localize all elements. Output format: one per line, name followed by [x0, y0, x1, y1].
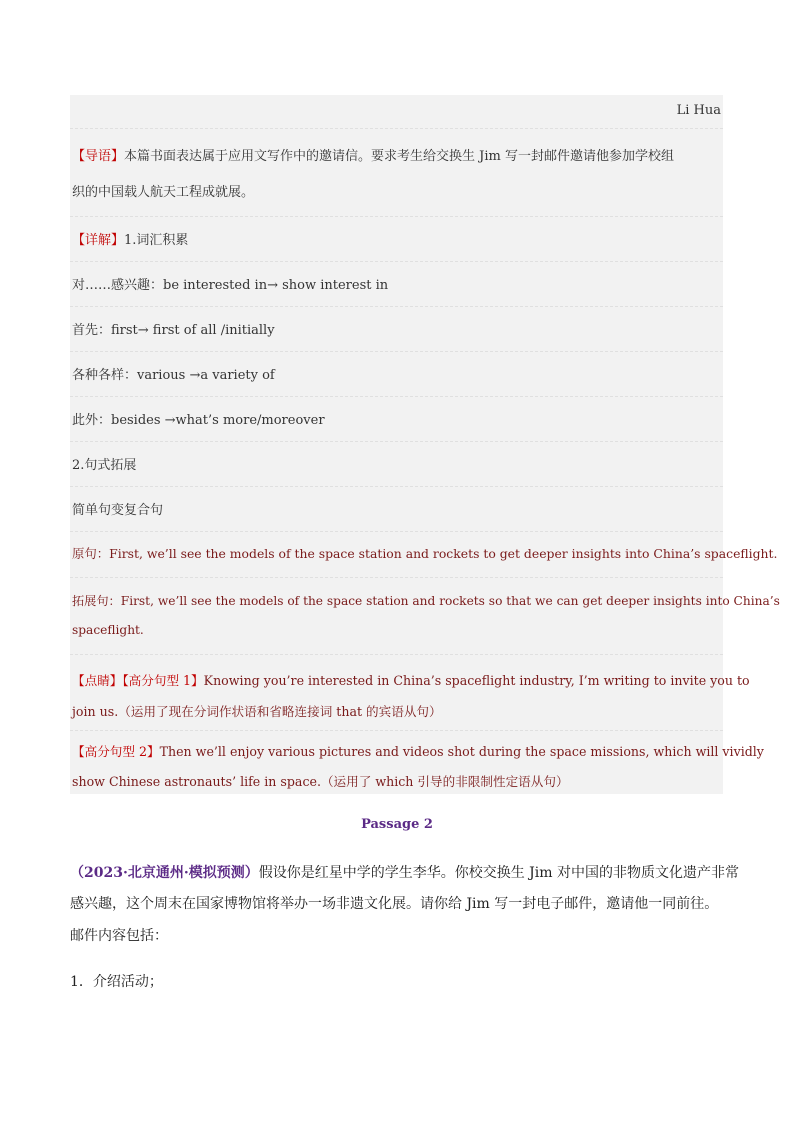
- prompt-item-1: 1．介绍活动；: [70, 974, 163, 990]
- prompt-line-2: 感兴趣，这个周末在国家博物馆将举办一场非遗文化展。请你给 Jim 写一封电子邮件，邀请他一同前往。: [70, 896, 719, 912]
- vocab-item: 各种各样：various →a variety of: [72, 368, 275, 383]
- expanded-sentence-line-1: 拓展句：First, we’ll see the models of the space station and rockets so that we can get deeper insights into China’s: [72, 594, 780, 608]
- sentence-sub-row: [70, 487, 723, 532]
- intro-label: 【导语】: [72, 149, 125, 164]
- expanded-sentence-line-2: spaceflight.: [72, 623, 144, 637]
- sentence-sub: 简单句变复合句: [72, 503, 164, 518]
- intro-row: [70, 129, 723, 217]
- vocab-row: [70, 397, 723, 442]
- prompt-line-3: 邮件内容包括：: [70, 928, 168, 944]
- vocab-row: [70, 352, 723, 397]
- intro-line-1: 【导语】本篇书面表达属于应用文写作中的邀请信。要求考生给交换生 Jim 写一封邮件邀请他参加学校组: [72, 149, 674, 164]
- original-row: [70, 532, 778, 578]
- hp2-line-2: show Chinese astronauts’ life in space.（运用了 which 引导的非限制性定语从句）: [72, 774, 569, 789]
- answer-section: [70, 95, 780, 794]
- hp2-line-1: 【高分句型 2】Then we’ll enjoy various pictures and videos shot during the space missions, which will vividly: [72, 744, 764, 759]
- point-row: [70, 655, 750, 731]
- sentence-heading: 2.句式拓展: [72, 458, 137, 473]
- passage-title: Passage 2: [361, 817, 433, 832]
- point-line-1: 【点睛】【高分句型 1】Knowing you’re interested in China’s spaceflight industry, I’m writing to invite you to: [72, 673, 750, 688]
- detail-heading: 1.词汇积累: [124, 233, 189, 248]
- original-sentence: 原句：First, we’ll see the models of the space station and rockets to get deeper insights into China’s spaceflight.: [72, 546, 778, 561]
- vocab-item: 此外：besides →what’s more/moreover: [72, 413, 325, 428]
- point-line-2: join us.（运用了现在分词作状语和省略连接词 that 的宾语从句）: [72, 704, 442, 719]
- intro-line-2: 织的中国载人航天工程成就展。: [72, 185, 255, 200]
- prompt-source: （2023·北京通州·模拟预测）: [70, 865, 259, 881]
- vocab-item: 首先：first→ first of all /initially: [72, 323, 275, 338]
- vocab-row: [70, 262, 723, 307]
- detail-row: [70, 217, 723, 262]
- hp2-label: 【高分句型 2】: [72, 744, 160, 759]
- expanded-row: [70, 578, 780, 655]
- hp2-row: [70, 731, 764, 794]
- signature-row: [70, 95, 723, 129]
- detail-label: 【详解】: [72, 233, 125, 248]
- point-label: 【点睛】: [72, 673, 123, 688]
- vocab-item: 对……感兴趣：be interested in→ show interest in: [72, 278, 389, 293]
- vocab-row: [70, 307, 723, 352]
- prompt-line-1: （2023·北京通州·模拟预测）假设你是红星中学的学生李华。你校交换生 Jim 对中国的非物质文化遗产非常: [70, 865, 739, 881]
- signature: Li Hua: [676, 103, 721, 118]
- sentence-heading-row: [70, 442, 723, 487]
- hp1-label: 【高分句型 1】: [122, 673, 204, 688]
